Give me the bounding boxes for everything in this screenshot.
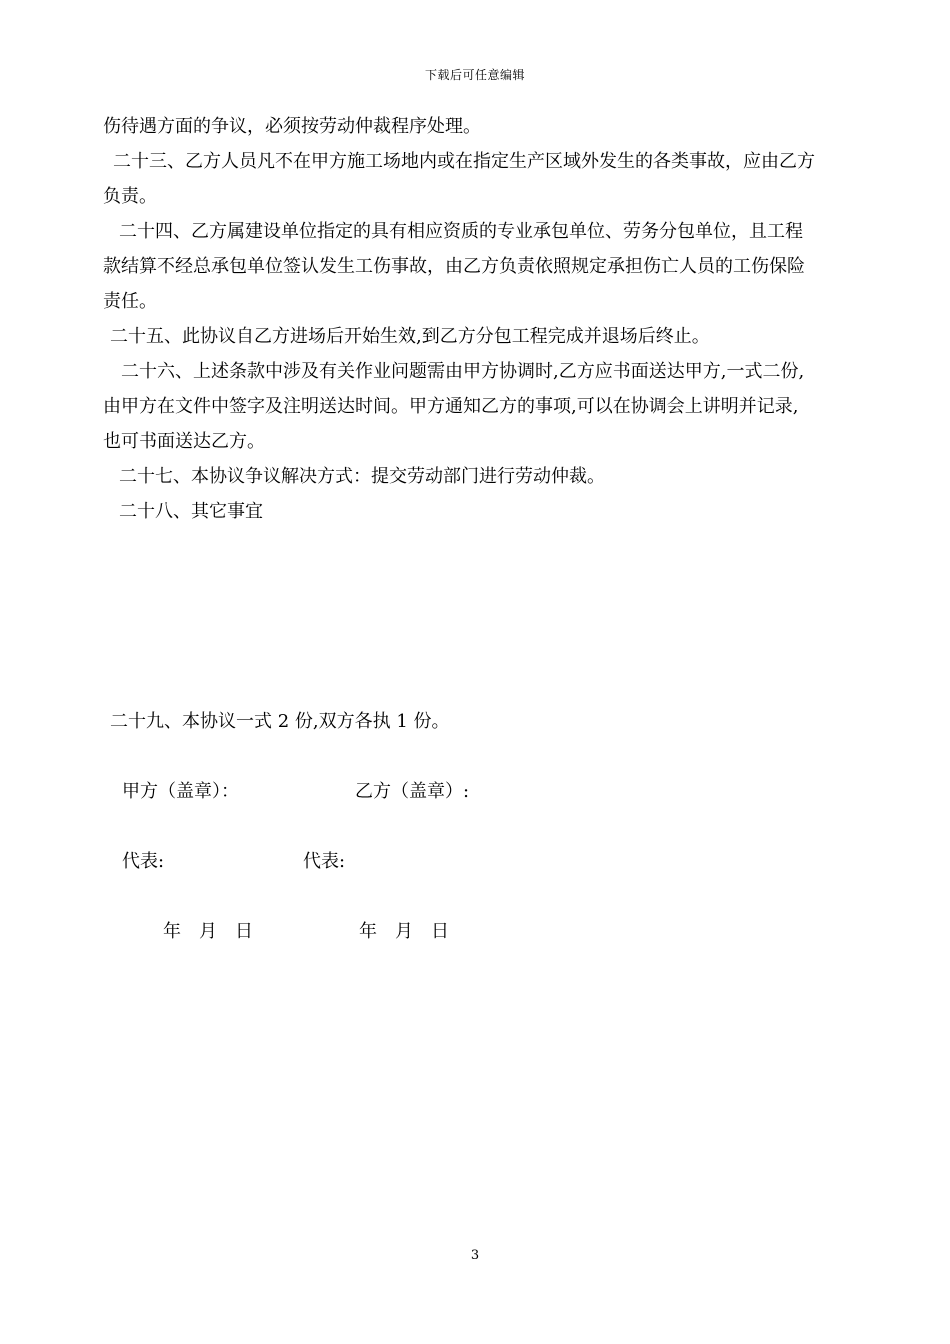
- clause-29-line: 二十九、本协议一式 2 份,双方各执 1 份。: [110, 711, 450, 732]
- party-b-date-label: 年 月 日: [359, 921, 449, 942]
- party-b-seal-label: 乙方（盖章）:: [355, 781, 470, 802]
- paragraph-line: 款结算不经总承包单位签认发生工伤事故，由乙方负责依照规定承担伤亡人员的工伤保险: [103, 256, 805, 277]
- paragraph-line: 负责。: [103, 186, 157, 207]
- clause-28-line: 二十八、其它事宜: [119, 501, 263, 522]
- paragraph-line: 由甲方在文件中签字及注明送达时间。甲方通知乙方的事项,可以在协调会上讲明并记录,: [103, 396, 799, 417]
- paragraph-line: 责任。: [103, 291, 157, 312]
- paragraph-line: 伤待遇方面的争议，必须按劳动仲裁程序处理。: [103, 116, 481, 137]
- page-header: 下载后可任意编辑: [424, 68, 525, 82]
- party-a-seal-label: 甲方（盖章）：: [122, 781, 239, 802]
- party-a-date-label: 年 月 日: [163, 921, 253, 942]
- clause-25-line: 二十五、此协议自乙方进场后开始生效,到乙方分包工程完成并退场后终止。: [110, 326, 710, 347]
- clause-26-line: 二十六、上述条款中涉及有关作业问题需由甲方协调时,乙方应书面送达甲方,一式二份,: [121, 361, 805, 382]
- paragraph-line: 也可书面送达乙方。: [103, 431, 265, 452]
- clause-24-line: 二十四、乙方属建设单位指定的具有相应资质的专业承包单位、劳务分包单位，且工程: [119, 221, 803, 242]
- clause-27-line: 二十七、本协议争议解决方式：提交劳动部门进行劳动仲裁。: [119, 466, 605, 487]
- clause-23-line: 二十三、乙方人员凡不在甲方施工场地内或在指定生产区域外发生的各类事故，应由乙方: [113, 151, 815, 172]
- party-b-representative-label: 代表:: [303, 851, 346, 872]
- page-number: 3: [470, 1248, 480, 1263]
- party-a-representative-label: 代表:: [122, 851, 165, 872]
